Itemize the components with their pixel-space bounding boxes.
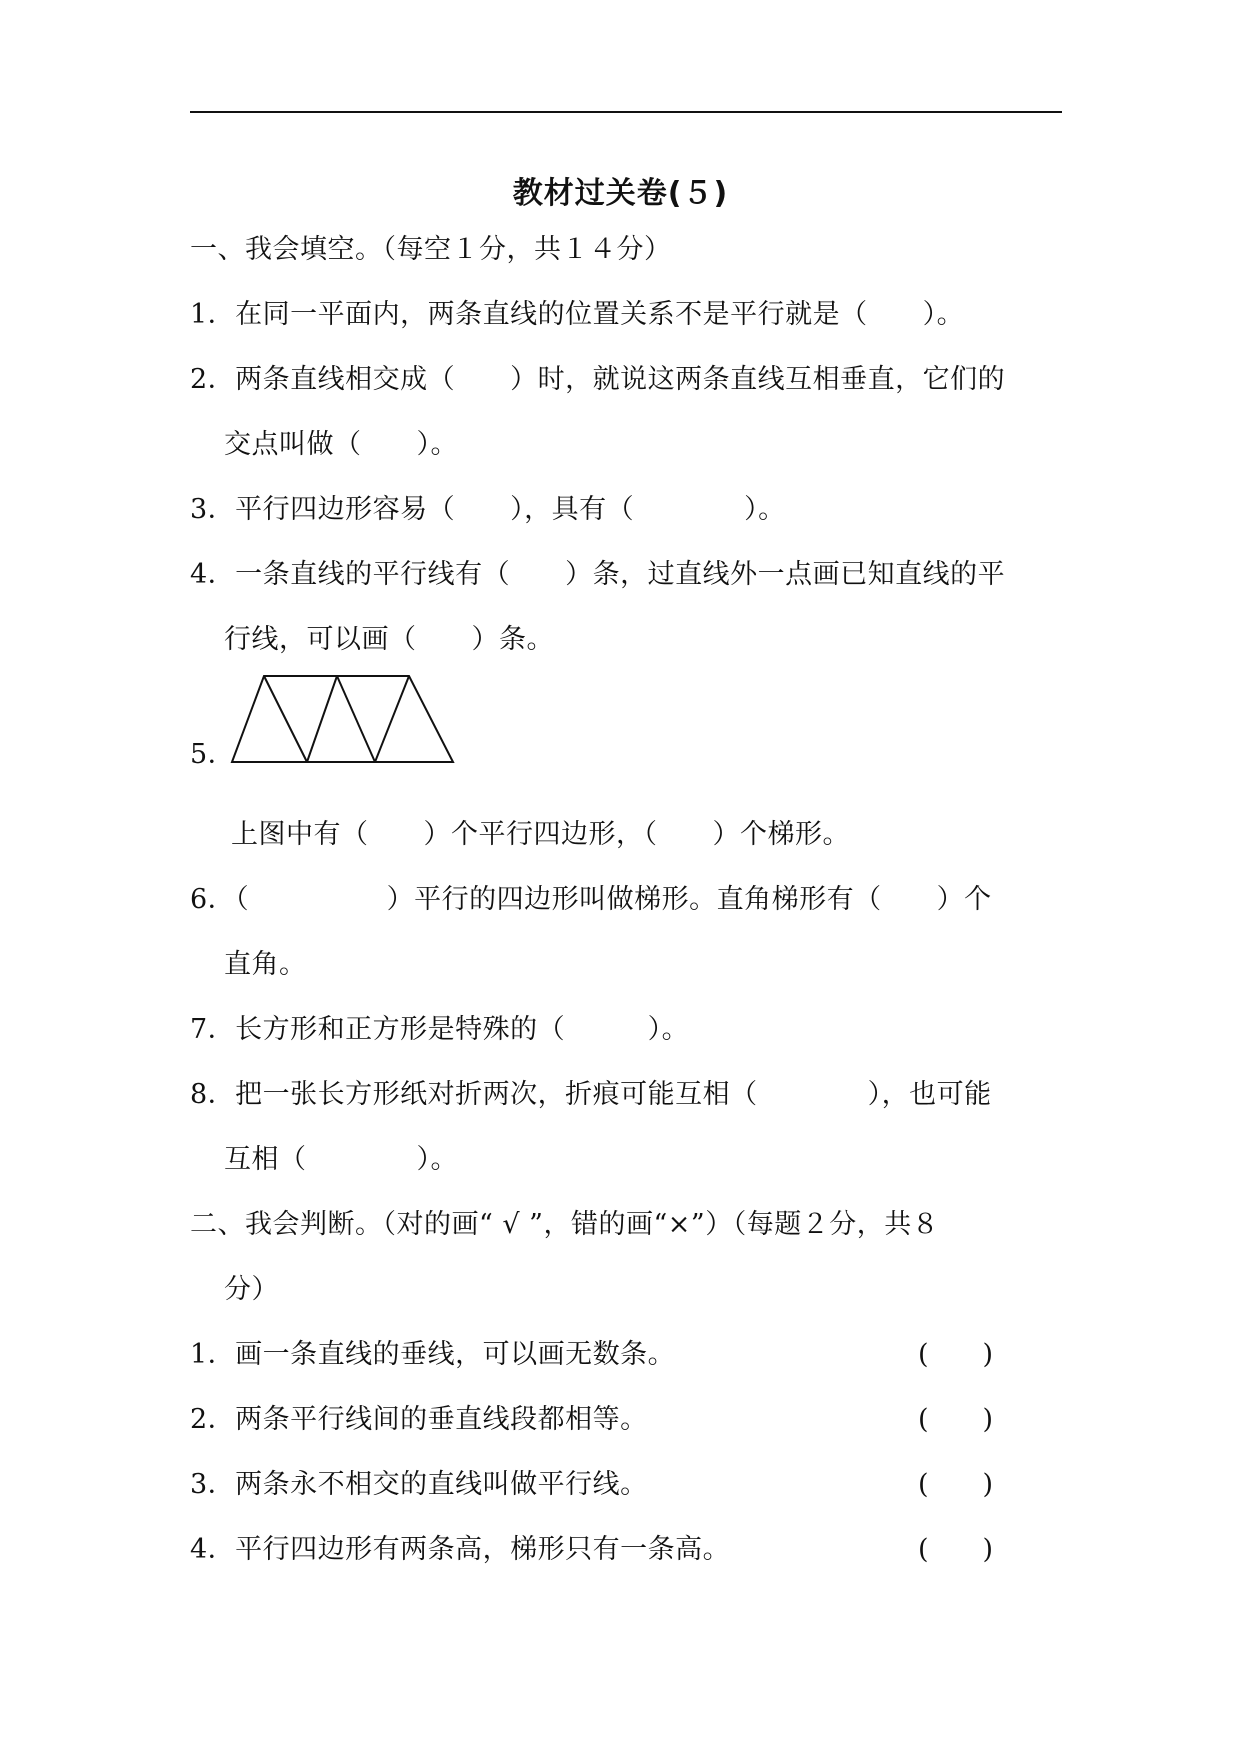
judge-item-4: 4．平行四边形有两条高，梯形只有一条高。 <box>190 1534 731 1565</box>
judge-item-1-blank: ( ) <box>918 1339 994 1370</box>
figure-diagonal-3 <box>337 676 375 762</box>
question-3: 3．平行四边形容易（ ），具有（ ）。 <box>190 494 786 525</box>
question-4-line1: 4．一条直线的平行线有（ ）条，过直线外一点画已知直线的平 <box>190 559 1006 590</box>
question-1: 1．在同一平面内，两条直线的位置关系不是平行就是（ ）。 <box>190 299 965 330</box>
question-8-line2: 互相（ ）。 <box>224 1144 458 1175</box>
judge-item-3: 3．两条永不相交的直线叫做平行线。 <box>190 1469 648 1500</box>
trapezoid-triangles-figure <box>229 672 457 768</box>
question-4-line2: 行线，可以画（ ）条。 <box>224 624 554 655</box>
section1-heading: 一、我会填空。（每空１分，共１４分） <box>190 234 672 265</box>
judge-item-1: 1．画一条直线的垂线，可以画无数条。 <box>190 1339 676 1370</box>
question-5-number: 5． <box>190 739 236 770</box>
question-2-line2: 交点叫做（ ）。 <box>224 429 458 460</box>
judge-item-4-blank: ( ) <box>918 1534 994 1565</box>
header-rule <box>190 111 1062 113</box>
question-8-line1: 8．把一张长方形纸对折两次，折痕可能互相（ ），也可能 <box>190 1079 992 1110</box>
question-7: 7．长方形和正方形是特殊的（ ）。 <box>190 1014 690 1045</box>
question-2-line1: 2．两条直线相交成（ ）时，就说这两条直线互相垂直，它们的 <box>190 364 1006 395</box>
question-5-text: 上图中有（ ）个平行四边形，（ ）个梯形。 <box>231 819 850 850</box>
figure-diagonal-1 <box>264 676 307 762</box>
figure-diagonal-2 <box>307 676 337 762</box>
judge-item-2-blank: ( ) <box>918 1404 994 1435</box>
section2-heading-line1: 二、我会判断。（对的画“ √ ”，错的画“×”）（每题２分，共８ <box>190 1209 940 1240</box>
page-title: 教材过关卷(５) <box>512 176 729 211</box>
judge-item-3-blank: ( ) <box>918 1469 994 1500</box>
question-6-line2: 直角。 <box>224 949 307 980</box>
judge-item-2: 2．两条平行线间的垂直线段都相等。 <box>190 1404 648 1435</box>
section2-heading-line2: 分） <box>224 1274 279 1305</box>
figure-diagonal-4 <box>375 676 409 762</box>
question-6-line1: 6．（ ）平行的四边形叫做梯形。直角梯形有（ ）个 <box>190 884 992 915</box>
